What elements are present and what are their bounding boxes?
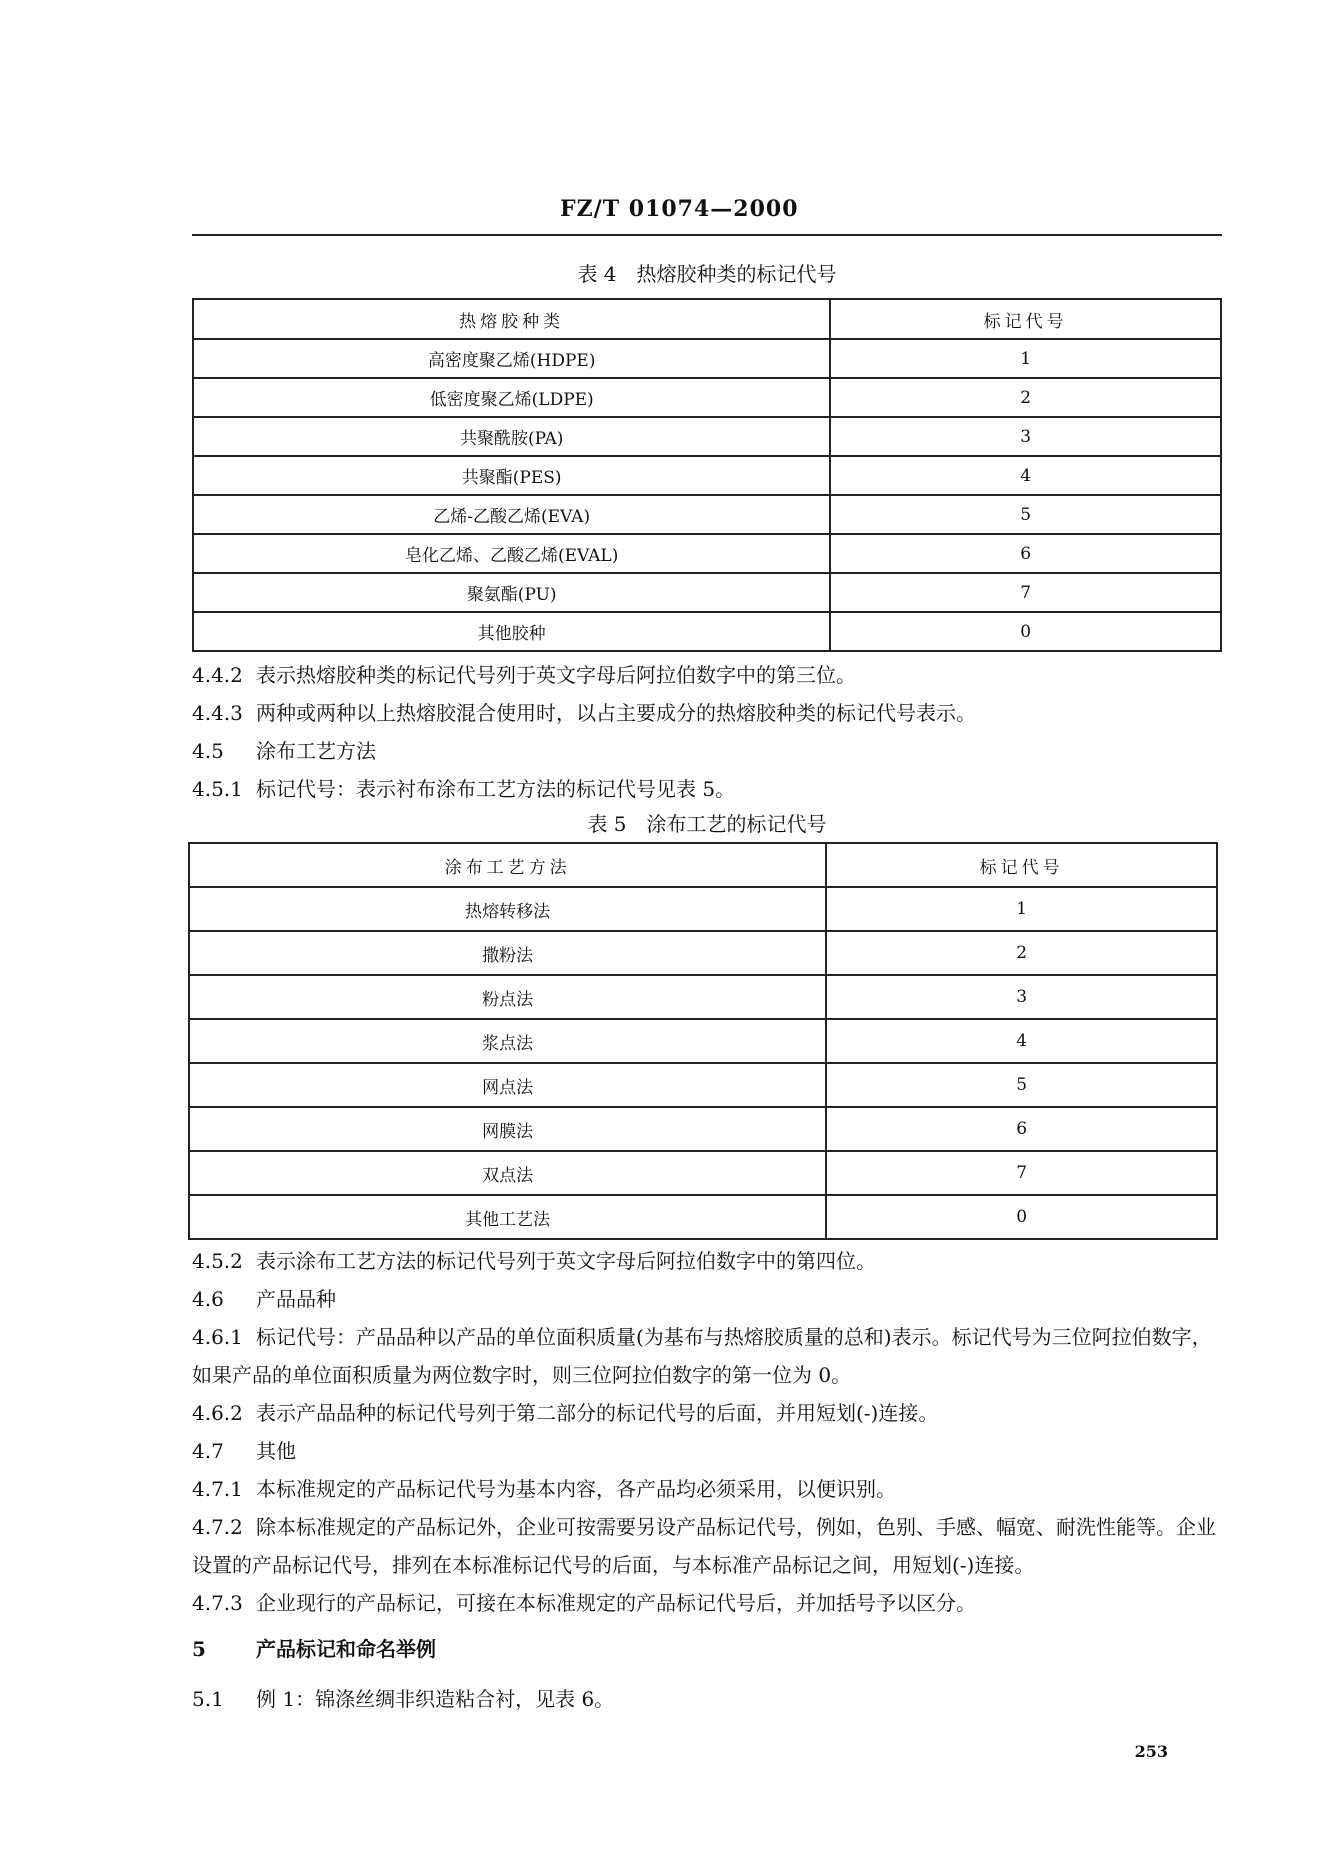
cell-name: 共聚酯(PES) (193, 456, 830, 495)
clause-number: 4.4.2 (192, 663, 243, 687)
cell-code: 5 (826, 1063, 1217, 1107)
column-header-name: 热熔胶种类 (193, 299, 830, 339)
cell-name: 乙烯-乙酸乙烯(EVA) (193, 495, 830, 534)
clause-text: 产品品种 (256, 1287, 336, 1311)
table4-caption: 表 4 热熔胶种类的标记代号 (577, 262, 837, 286)
column-header-name: 涂布工艺方法 (189, 843, 826, 887)
clause (192, 1280, 1222, 1318)
table-row (193, 495, 1221, 534)
clause-text: 涂布工艺方法 (256, 739, 376, 763)
cell-name: 低密度聚乙烯(LDPE) (193, 378, 830, 417)
clause-text: 除本标准规定的产品标记外，企业可按需要另设产品标记代号，例如，色别、手感、幅宽、耐洗性能等。企业设置的产品标记代号，排列在本标准标记代号的后面，与本标准产品标记之间，用短划(-)连接。 (192, 1515, 1216, 1577)
table5 (188, 842, 1218, 1240)
table-row (193, 573, 1221, 612)
table-row (193, 612, 1221, 651)
clause (192, 1584, 1222, 1622)
table-row (189, 1063, 1217, 1107)
clause-number: 4.5 (192, 739, 224, 763)
clause-text: 企业现行的产品标记，可接在本标准规定的产品标记代号后，并加括号予以区分。 (256, 1591, 976, 1615)
table-row (189, 1151, 1217, 1195)
table-row (193, 456, 1221, 495)
cell-code: 1 (830, 339, 1221, 378)
cell-name: 聚氨酯(PU) (193, 573, 830, 612)
cell-code: 4 (830, 456, 1221, 495)
cell-code: 3 (830, 417, 1221, 456)
clause-number: 4.7.1 (192, 1477, 243, 1501)
clause-number: 5.1 (192, 1687, 224, 1711)
cell-name: 网膜法 (189, 1107, 826, 1151)
cell-code: 1 (826, 887, 1217, 931)
table4 (192, 298, 1222, 652)
clause (192, 1394, 1222, 1432)
section-title: 产品标记和命名举例 (256, 1637, 436, 1661)
clause-number: 4.4.3 (192, 701, 243, 725)
clause-text: 标记代号：产品品种以产品的单位面积质量(为基布与热熔胶质量的总和)表示。标记代号为三位阿拉伯数字，如果产品的单位面积质量为两位数字时，则三位阿拉伯数字的第一位为 0。 (192, 1325, 1212, 1387)
cell-code: 0 (826, 1195, 1217, 1239)
cell-name: 粉点法 (189, 975, 826, 1019)
clause-text: 例 1：锦涤丝绸非织造粘合衬，见表 6。 (256, 1687, 615, 1711)
page-number: 253 (1134, 1742, 1168, 1761)
clause-number: 4.6.1 (192, 1325, 243, 1349)
clause (192, 1318, 1222, 1394)
clause-text: 两种或两种以上热熔胶混合使用时，以占主要成分的热熔胶种类的标记代号表示。 (256, 701, 976, 725)
clause (192, 656, 1222, 694)
clause-text: 其他 (256, 1439, 296, 1463)
table-row (193, 534, 1221, 573)
cell-code: 5 (830, 495, 1221, 534)
table-row (189, 1019, 1217, 1063)
cell-name: 撒粉法 (189, 931, 826, 975)
column-header-code: 标记代号 (826, 843, 1217, 887)
cell-code: 6 (826, 1107, 1217, 1151)
clause (192, 1242, 1222, 1280)
cell-code: 7 (826, 1151, 1217, 1195)
table5-caption: 表 5 涂布工艺的标记代号 (587, 812, 827, 836)
table-row (189, 1107, 1217, 1151)
section-number: 5 (192, 1637, 206, 1661)
cell-name: 共聚酰胺(PA) (193, 417, 830, 456)
cell-name: 浆点法 (189, 1019, 826, 1063)
clause-text: 表示产品品种的标记代号列于第二部分的标记代号的后面，并用短划(-)连接。 (256, 1401, 939, 1425)
table-row (193, 417, 1221, 456)
cell-code: 7 (830, 573, 1221, 612)
cell-code: 4 (826, 1019, 1217, 1063)
clause (192, 1470, 1222, 1508)
section-5-heading (192, 1630, 1222, 1668)
clauses-4-5-2-to-4-7-3 (192, 1242, 1222, 1622)
table-row (189, 975, 1217, 1019)
table-row (189, 887, 1217, 931)
clause-text: 本标准规定的产品标记代号为基本内容，各产品均必须采用，以便识别。 (256, 1477, 896, 1501)
clauses-4-4-2-to-4-5-1 (192, 656, 1222, 808)
cell-code: 2 (826, 931, 1217, 975)
clause-5-1 (192, 1680, 1222, 1718)
cell-code: 6 (830, 534, 1221, 573)
clause-number: 4.6.2 (192, 1401, 243, 1425)
clause-text: 表示涂布工艺方法的标记代号列于英文字母后阿拉伯数字中的第四位。 (256, 1249, 876, 1273)
table-row (193, 378, 1221, 417)
cell-code: 3 (826, 975, 1217, 1019)
clause (192, 694, 1222, 732)
column-header-code: 标记代号 (830, 299, 1221, 339)
clause (192, 770, 1222, 808)
clause-number: 4.7 (192, 1439, 224, 1463)
cell-code: 0 (830, 612, 1221, 651)
table-row (193, 339, 1221, 378)
cell-code: 2 (830, 378, 1221, 417)
cell-name: 双点法 (189, 1151, 826, 1195)
standard-code-header: FZ/T 01074—2000 (560, 196, 799, 222)
clause-number: 4.7.2 (192, 1515, 243, 1539)
clause-text: 标记代号：表示衬布涂布工艺方法的标记代号见表 5。 (256, 777, 736, 801)
cell-name: 网点法 (189, 1063, 826, 1107)
header-divider (192, 234, 1222, 236)
clause-number: 4.7.3 (192, 1591, 243, 1615)
cell-name: 皂化乙烯、乙酸乙烯(EVAL) (193, 534, 830, 573)
cell-name: 其他胶种 (193, 612, 830, 651)
cell-name: 其他工艺法 (189, 1195, 826, 1239)
clause-number: 4.6 (192, 1287, 224, 1311)
table-row (189, 1195, 1217, 1239)
clause (192, 1508, 1222, 1584)
table-row (189, 931, 1217, 975)
clause (192, 1432, 1222, 1470)
clause-number: 4.5.2 (192, 1249, 243, 1273)
cell-name: 热熔转移法 (189, 887, 826, 931)
clause-number: 4.5.1 (192, 777, 243, 801)
clause (192, 732, 1222, 770)
clause-text: 表示热熔胶种类的标记代号列于英文字母后阿拉伯数字中的第三位。 (256, 663, 856, 687)
cell-name: 高密度聚乙烯(HDPE) (193, 339, 830, 378)
